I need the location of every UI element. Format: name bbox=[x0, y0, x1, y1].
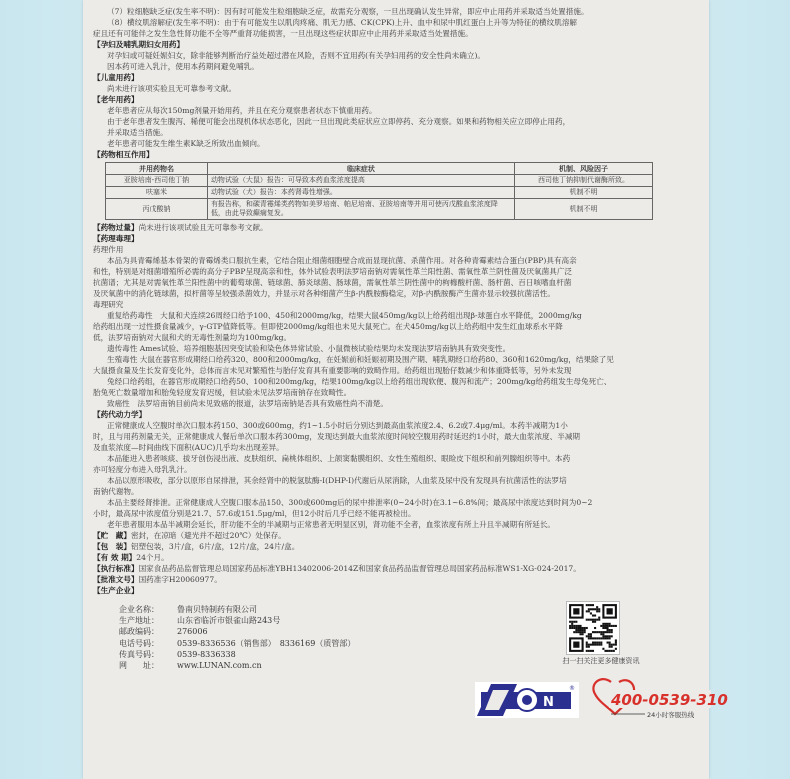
text-line: 胎兔死亡数量增加和胎兔轻度发育迟缓，但试验未见法罗培南钠存在致畸性。 bbox=[93, 388, 352, 397]
table-cell: 亚胺培南-西司他丁钠 bbox=[106, 175, 208, 187]
manufacturer-row bbox=[119, 660, 355, 671]
manufacturer-value: 鲁南贝特制药有限公司 bbox=[177, 605, 257, 614]
manufacturer-row bbox=[119, 638, 355, 649]
text-line bbox=[93, 541, 699, 552]
manufacturer-value: 0539-8336536（销售部） 8336169（质管部） bbox=[177, 638, 356, 648]
text-line bbox=[93, 39, 699, 50]
table-cell: 丙戊酸钠 bbox=[106, 199, 208, 220]
text-line: 因本药可进入乳汁，使用本药期间避免哺乳。 bbox=[107, 62, 259, 71]
manufacturer-value: 276006 bbox=[177, 627, 208, 637]
text-line: 及血浆浓度—时间曲线下面积(AUC)几乎均未出现差异。 bbox=[93, 443, 284, 452]
drug-interaction-table bbox=[105, 162, 653, 220]
table-row bbox=[106, 199, 653, 220]
hotline-number: 400-0539-310 bbox=[611, 691, 728, 709]
section-heading: 【 生产企业 】 bbox=[93, 586, 139, 595]
text-line: 本品以原形吸收，部分以原形自尿排泄，其余经肾中的脱氢肽酶-Ⅰ(DHP-Ⅰ)代谢后从尿消除，人血浆及尿中没有发现具有抗菌活性的法罗培 bbox=[107, 476, 567, 485]
table-cell: 机制不明 bbox=[514, 199, 652, 220]
text-line: 尚未进行该项实验且无可靠参考文献。 bbox=[107, 84, 237, 93]
text-line: 老年患者应从每次150mg剂量开始用药，并且在充分观察患者状态下慎重用药。 bbox=[107, 106, 377, 115]
text-line bbox=[93, 530, 699, 541]
text-line: 低，法罗培南钠对大鼠和犬的无毒性剂量均为100mg/kg。 bbox=[93, 333, 292, 342]
text-line: 抗菌谱；尤其是对需氧性革兰阳性菌中的葡萄球菌、链球菌、肺炎球菌、肠球菌，需氧性革兰阴性菌中的枸橼酸杆菌、肠杆菌、百日咳嗜血杆菌 bbox=[93, 278, 572, 287]
text-line: 生殖毒性 大鼠在器官形成期经口给药320、800和2000mg/kg，在妊娠前和妊娠初期及围产期、哺乳期经口给药80、360和1620mg/kg，结果除了见 bbox=[107, 355, 614, 364]
manufacturer-label: 邮政编码： bbox=[119, 627, 159, 637]
manufacturer-label: 生产地址： bbox=[119, 616, 159, 626]
hotline-badge bbox=[589, 676, 728, 722]
text-line bbox=[93, 574, 699, 585]
leaflet-body bbox=[93, 6, 699, 596]
svg-text:N: N bbox=[543, 695, 554, 710]
section-text: 铝塑包装，3片/盒，6片/盒，12片/盒，24片/盒。 bbox=[130, 542, 300, 551]
manufacturer-label: 传真号码： bbox=[119, 649, 159, 659]
section-text: 国药准字H20060977。 bbox=[138, 575, 222, 584]
text-line: （7）粒细胞缺乏症(发生率不明)：因有时可能发生粒细胞缺乏症，故需充分观察，一旦出现确认发生异常，即应中止用药并采取适当处置措施。 bbox=[107, 7, 589, 16]
text-line bbox=[93, 585, 699, 596]
manufacturer-label: 网 址： bbox=[119, 661, 159, 671]
text-line: 由于老年患者发生腹泻、稀便可能会出现机体状态恶化，因此一旦出现此类症状应立即停药、充分观察。如果和药物相关应立即停止用药， bbox=[107, 117, 571, 126]
manufacturer-label: 电话号码： bbox=[119, 638, 159, 648]
manufacturer-row bbox=[119, 604, 355, 615]
text-line: 致癌性 法罗培南钠目前尚未见致癌的报道，法罗培南钠是否具有致癌性尚不清楚。 bbox=[107, 399, 388, 408]
text-line bbox=[93, 222, 699, 233]
text-line: 和性，特别是对细菌增殖所必需的高分子PBP呈现高亲和性，体外试验表明法罗培南钠对需氧性革兰阳性菌、需氧性革兰阴性菌及厌氧菌具广泛 bbox=[93, 267, 573, 276]
manufacturer-label: 企业名称： bbox=[119, 605, 159, 614]
qr-code[interactable] bbox=[566, 601, 620, 655]
text-line: 药理作用 bbox=[93, 245, 124, 254]
text-line: 大鼠摄食量及生长发育变化外，总体而言未见对繁殖性与胎仔发育具有重要影响的致畸作用。给药组出现胎仔数减少和体重降低等，另外未发现 bbox=[93, 366, 572, 375]
text-line bbox=[93, 149, 699, 160]
section-heading: 【 儿童用药 】 bbox=[93, 73, 139, 82]
manufacturer-row bbox=[119, 615, 355, 626]
table-row bbox=[106, 187, 653, 199]
table-header: 并用药物名 bbox=[106, 163, 208, 175]
text-line bbox=[93, 552, 699, 563]
text-line: 本品能进入患者咳痰、拔牙创伤浸出液、皮肤组织、扁桃体组织、上颌窦黏膜组织、女性生殖组织、眼睑皮下组织和前列腺组织等中。本药 bbox=[107, 454, 571, 463]
section-text: 尚未进行该项试验且无可靠参考文献。 bbox=[138, 223, 268, 232]
lunan-logo bbox=[473, 680, 581, 720]
section-heading: 【 药物相互作用 】 bbox=[93, 150, 154, 159]
text-line: 时，且与用药剂量无关，正常健康成人餐后单次口服本药300mg，发现达到最大血浆浓度时间较空腹用药时延迟约1小时，最大血浆浓度、半减期 bbox=[93, 432, 581, 441]
section-heading: 【 包 装 】 bbox=[93, 542, 131, 551]
section-heading: 【 有 效 期 】 bbox=[93, 553, 136, 562]
table-cell: 有报告称，和碳青霉烯类药物如美罗培南、帕尼培南、亚胺培南等并用可使丙戊酸血浆浓度降低，由此导致癫痫复发。 bbox=[207, 199, 514, 220]
section-heading: 【 药物过量 】 bbox=[93, 223, 139, 232]
text-line: 本品主要经肾排泄。正常健康成人空腹口服本品150、300或600mg后的尿中排泄率(0~24小时)在3.1~6.8%间；最高尿中浓度达到时间为0~2 bbox=[107, 498, 593, 507]
text-line: 小时，最高尿中浓度值分别是21.7、57.6或151.5μg/ml，但12小时后几乎已经不能再被检出。 bbox=[93, 509, 416, 518]
manufacturer-value: 0539-8336338 bbox=[177, 649, 236, 659]
hotline-caption: 24小时客服热线 bbox=[647, 711, 695, 719]
table-cell: 机制不明 bbox=[514, 187, 652, 199]
manufacturer-value: www.LUNAN.com.cn bbox=[177, 661, 262, 671]
table-cell: 西司他丁钠抑制代谢酶所致。 bbox=[514, 175, 652, 187]
text-line: 老年患者可能发生维生素K缺乏所致出血倾向。 bbox=[107, 139, 265, 148]
leaflet-sheet bbox=[83, 0, 728, 779]
text-line bbox=[93, 72, 699, 83]
text-line: 老年患者服用本品半减期会延长，肝功能不全的半减期与正常患者无明显区别，肾功能不全者，血浆浓度有所上升且半减期有所延长。 bbox=[107, 520, 556, 529]
section-heading: 【 批准文号 】 bbox=[93, 575, 139, 584]
text-line: 对孕妇或可疑妊娠妇女，除非能够判断治疗益处超过潜在风险，否则不宜用药(有关孕妇用药的安全性尚未确立)。 bbox=[107, 51, 486, 60]
text-line: 症且还有可能伴之发生急性肾功能不全等严重肾功能损害，一旦出现这些症状即应中止用药并采取适当处置措施。 bbox=[93, 29, 473, 38]
manufacturer-row bbox=[119, 649, 355, 660]
section-heading: 【 执行标准 】 bbox=[93, 564, 139, 573]
qr-caption: 扫一扫关注更多健康资讯 bbox=[562, 657, 640, 665]
section-heading: 【 老年用药 】 bbox=[93, 95, 139, 104]
section-text: 24个月。 bbox=[136, 553, 169, 562]
table-row bbox=[106, 175, 653, 187]
text-line bbox=[93, 409, 699, 420]
section-heading: 【 药代动力学 】 bbox=[93, 410, 146, 419]
section-heading: 【 孕妇及哺乳期妇女用药 】 bbox=[93, 40, 184, 49]
text-line: 毒理研究 bbox=[93, 300, 124, 309]
table-header: 机制、风险因子 bbox=[514, 163, 652, 175]
section-text: 密封，在凉暗（避光并不超过20℃）处保存。 bbox=[130, 531, 286, 540]
text-line bbox=[93, 563, 699, 574]
table-header: 临床症状 bbox=[207, 163, 514, 175]
text-line bbox=[93, 233, 699, 244]
manufacturer-info bbox=[119, 604, 355, 671]
table-cell: 动物试验（大鼠）报告：可导致本药血浆浓度提高 bbox=[207, 175, 514, 187]
text-line: （8）横纹肌溶解症(发生率不明)：由于有可能发生以肌肉疼痛、肌无力感、CK(CPK)上升、血中和尿中肌红蛋白上升等为特征的横纹肌溶解 bbox=[107, 18, 578, 27]
text-line: 南钠代谢物。 bbox=[93, 487, 139, 496]
text-line: 亦可轻度分布进入母乳乳汁。 bbox=[93, 465, 192, 474]
text-line: 兔经口给药组，在器官形成期经口给药50、100和200mg/kg，结果100mg/kg以上给药组出现软便、腹泻和流产；200mg/kg给药组发生母兔死亡、 bbox=[107, 377, 612, 386]
text-line: 本品为具青霉烯基本骨架的青霉烯类口服抗生素，它结合阻止细菌细胞壁合成而显现抗菌、杀菌作用。对各种青霉素结合蛋白(PBP)具有高亲 bbox=[107, 256, 577, 265]
text-line: 遗传毒性 Ames试验、培养细胞基因突变试验和染色体异常试验、小鼠微核试验结果均未发现法罗培南钠具有致突变性。 bbox=[107, 344, 511, 353]
table-cell: 动物试验（犬）报告：本药肾毒性增强。 bbox=[207, 187, 514, 199]
text-line: 及厌氧菌中的消化链球菌，拟杆菌等呈较强杀菌效力，并显示对各种细菌产生β-内酰胺酶稳定，对β-内酰胺酶产生菌亦显示较强抗菌活性。 bbox=[93, 289, 555, 298]
section-heading: 【 药理毒理 】 bbox=[93, 234, 139, 243]
svg-text:®: ® bbox=[569, 685, 575, 692]
table-cell: 呋塞米 bbox=[106, 187, 208, 199]
section-heading: 【 贮 藏 】 bbox=[93, 531, 131, 540]
manufacturer-row bbox=[119, 626, 355, 637]
text-line: 正常健康成人空腹时单次口服本药150、300或600mg，约1~1.5小时后分别达到最高血浆浓度2.4、6.2或7.4μg/ml。本药半减期为1小 bbox=[107, 421, 568, 430]
text-line: 给药组出现一过性摄食量减少，γ-GTP值降低等。但即使2000mg/kg组也未见大鼠死亡。在犬450mg/kg以上给药组中发生红血球系水平降 bbox=[93, 322, 563, 331]
section-text: 国家食品药品监督管理总局国家药品标准YBH13402006-2014Z和国家食品药品监督管理总局国家药品标准WS1-XG-024-2017。 bbox=[138, 564, 581, 573]
text-line: 并采取适当措施。 bbox=[107, 128, 168, 137]
manufacturer-value: 山东省临沂市银雀山路243号 bbox=[177, 616, 281, 626]
text-line: 重复给药毒性 大鼠和犬连续26周经口给予100、450和2000mg/kg，结果大鼠450mg/kg以上给药组出现β-球蛋白水平降低，2000mg/kg bbox=[107, 311, 582, 320]
text-line bbox=[93, 94, 699, 105]
